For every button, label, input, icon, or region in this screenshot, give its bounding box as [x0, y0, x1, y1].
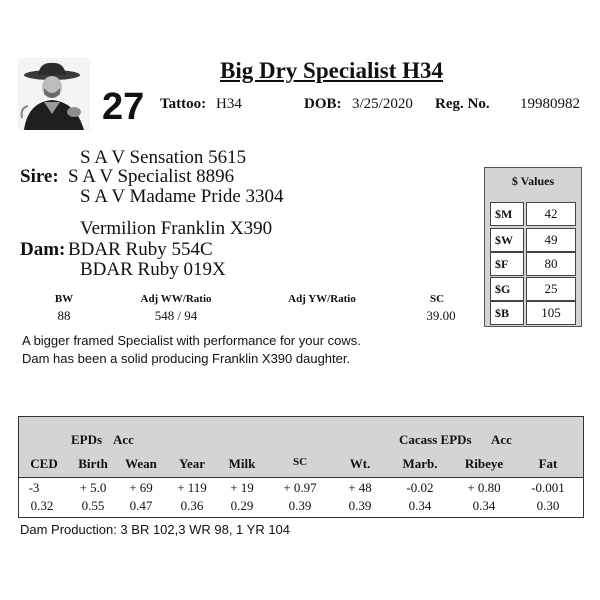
- epd-value: -3: [28, 480, 40, 495]
- animal-comment: A bigger framed Specialist with performance for your cows. Dam has been a solid producing Franklin X390 daughter.: [22, 333, 361, 366]
- dollar-values-table: [484, 167, 582, 327]
- epd-col-header: Wt.: [349, 456, 371, 471]
- epd-value: + 5.0: [79, 480, 107, 495]
- sire-name: S A V Specialist 8896: [68, 166, 235, 187]
- epd-col-header: Wean: [125, 456, 157, 471]
- epd-col-header: Fat: [538, 456, 558, 471]
- dollar-value: 25: [526, 277, 576, 301]
- sire-label: Sire:: [20, 166, 59, 187]
- dollar-label: $F: [490, 252, 524, 276]
- epd-group-acc: Acc: [113, 432, 134, 447]
- epd-accuracy: 0.34: [472, 498, 496, 513]
- epd-accuracy: 0.55: [81, 498, 105, 513]
- epd-value: + 0.97: [283, 480, 317, 495]
- epd-accuracy: 0.47: [129, 498, 153, 513]
- dollar-value: 42: [526, 202, 576, 226]
- dollar-label: $B: [490, 301, 524, 325]
- animal-title: Big Dry Specialist H34: [220, 58, 443, 83]
- epd-accuracy: 0.39: [348, 498, 372, 513]
- epd-accuracy: 0.36: [180, 498, 204, 513]
- epd-accuracy: 0.30: [536, 498, 560, 513]
- epd-accuracy: 0.34: [408, 498, 432, 513]
- tattoo-value: H34: [216, 96, 242, 112]
- epd-col-header: Birth: [78, 456, 108, 471]
- epd-header: [19, 417, 583, 478]
- cowboy-portrait-icon: [18, 58, 90, 130]
- epd-value: + 0.80: [467, 480, 501, 495]
- sire-dam: S A V Madame Pride 3304: [80, 186, 284, 207]
- bw-label: BW: [54, 293, 74, 305]
- dollar-value: 80: [526, 252, 576, 276]
- epd-accuracy: 0.29: [230, 498, 254, 513]
- dollar-label: $M: [490, 202, 524, 226]
- carcass-group-acc: Acc: [491, 432, 512, 447]
- dam-dam: BDAR Ruby 019X: [80, 259, 226, 280]
- epd-value: + 119: [177, 480, 207, 495]
- dam-production: Dam Production: 3 BR 102,3 WR 98, 1 YR 104: [20, 522, 291, 537]
- epd-value: -0.001: [531, 480, 565, 495]
- dollar-label: $G: [490, 277, 524, 301]
- dollar-row: [490, 228, 576, 252]
- carcass-group-title: Cacass EPDs: [399, 432, 472, 447]
- epd-accuracy: 0.39: [288, 498, 312, 513]
- epd-accuracy: 0.32: [30, 498, 54, 513]
- epd-col-header: Milk: [228, 456, 256, 471]
- epd-col-header: Ribeye: [464, 456, 504, 471]
- yw-label: Adj YW/Ratio: [288, 293, 356, 305]
- epd-col-header: SC: [292, 456, 308, 468]
- epd-col-header: Year: [179, 456, 205, 471]
- epd-value: + 48: [348, 480, 372, 495]
- epd-table: [18, 416, 584, 518]
- lot-number: 27: [102, 86, 145, 128]
- dollar-row: [490, 252, 576, 276]
- epd-col-header: CED: [30, 456, 58, 471]
- reg-label: Reg. No.: [435, 96, 490, 112]
- epd-value: + 19: [230, 480, 254, 495]
- tattoo-label: Tattoo:: [160, 96, 207, 112]
- dob-value: 3/25/2020: [352, 96, 413, 112]
- epd-value: + 69: [129, 480, 153, 495]
- dam-sire: Vermilion Franklin X390: [80, 218, 273, 239]
- epd-col-header: Marb.: [402, 456, 438, 471]
- ww-value: 548 / 94: [154, 308, 198, 323]
- dollar-row: [490, 202, 576, 226]
- epd-value: -0.02: [406, 480, 434, 495]
- dollar-label: $W: [490, 228, 524, 252]
- dam-label: Dam:: [20, 239, 66, 260]
- reg-value: 19980982: [520, 96, 580, 112]
- epd-group-title: EPDs: [71, 432, 103, 447]
- sc-value: 39.00: [426, 308, 456, 323]
- dollar-value: 49: [526, 228, 576, 252]
- dollar-values-title: $ Values: [511, 174, 555, 188]
- bw-value: 88: [57, 308, 71, 323]
- dollar-value: 105: [526, 301, 576, 325]
- sire-sire: S A V Sensation 5615: [80, 147, 247, 168]
- dollar-row: [490, 301, 576, 325]
- dollar-row: [490, 277, 576, 301]
- sc-label: SC: [429, 293, 445, 305]
- dob-label: DOB:: [304, 96, 342, 112]
- dam-name: BDAR Ruby 554C: [68, 239, 213, 260]
- ww-label: Adj WW/Ratio: [140, 293, 212, 305]
